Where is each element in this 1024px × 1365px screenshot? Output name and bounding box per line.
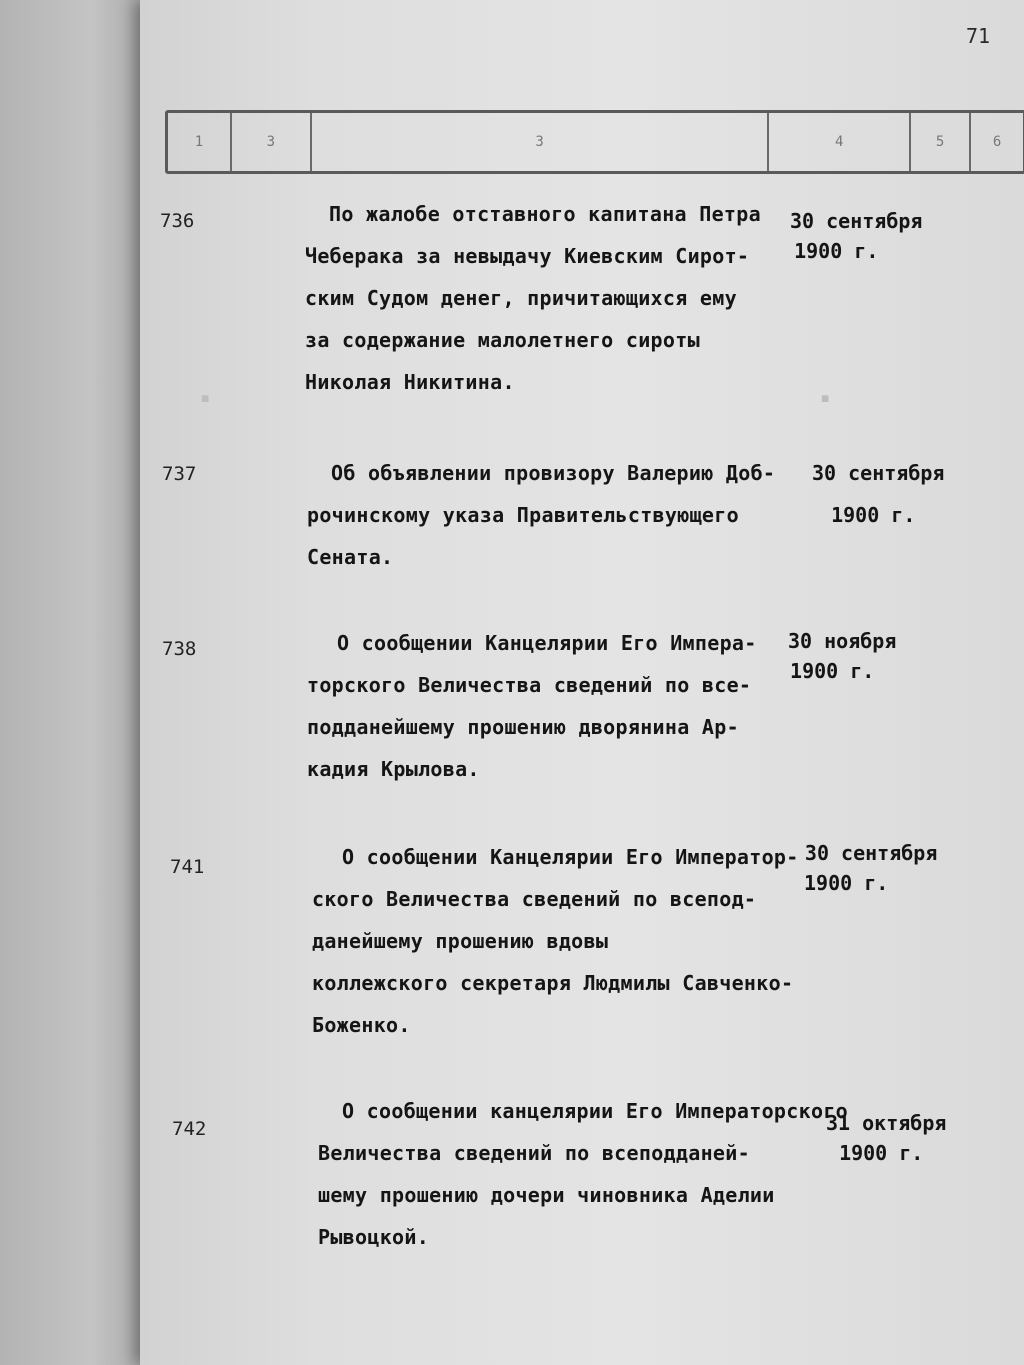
entry-description	[305, 193, 761, 403]
date-year: 1900 г.	[804, 871, 889, 895]
date-day: 30 ноября	[788, 629, 897, 653]
column-2-number: 3	[232, 113, 312, 171]
description-line: Сената.	[307, 545, 394, 569]
date-day: 30 сентября	[812, 461, 945, 485]
description-line: ским Судом денег, причитающихся ему	[305, 286, 737, 310]
entry-number: 737	[162, 463, 197, 485]
date-year: 1900 г.	[831, 503, 916, 527]
description-line: ского Величества сведений по всепод-	[312, 887, 757, 911]
entry-date	[788, 626, 896, 686]
entry-date	[812, 458, 944, 530]
description-line: коллежского секретаря Людмилы Савченко-	[312, 971, 794, 995]
description-line: торского Величества сведений по все-	[307, 673, 752, 697]
date-day: 31 октября	[826, 1111, 947, 1135]
description-line: О сообщении канцелярии Его Императорского	[342, 1099, 848, 1123]
column-4-number: 4	[769, 113, 911, 171]
description-line: По жалобе отставного капитана Петра	[329, 202, 761, 226]
date-year: 1900 г.	[790, 659, 875, 683]
description-line: Рывоцкой.	[318, 1225, 430, 1249]
column-1-number: 1	[168, 113, 232, 171]
description-line: Об объявлении провизору Валерию Доб-	[331, 461, 776, 485]
description-line: рочинскому указа Правительствующего	[307, 503, 739, 527]
description-line: Николая Никитина.	[305, 370, 515, 394]
date-day: 30 сентября	[790, 209, 923, 233]
facing-page	[0, 0, 150, 1365]
entry-date	[826, 1108, 946, 1168]
entry-description	[312, 836, 799, 1046]
entry-description	[307, 622, 757, 790]
description-line: данейшему прошению вдовы	[312, 929, 609, 953]
description-line: Величества сведений по всеподданей-	[318, 1141, 750, 1165]
date-day: 30 сентября	[804, 841, 938, 865]
page-number: 71	[966, 24, 991, 48]
entry-date	[804, 838, 938, 898]
description-line: кадия Крылова.	[307, 757, 480, 781]
description-line: за содержание малолетнего сироты	[305, 328, 700, 352]
description-line: подданейшему прошению дворянина Ар-	[307, 715, 739, 739]
entry-description	[307, 452, 775, 578]
date-year: 1900 г.	[794, 239, 879, 263]
description-line: О сообщении Канцелярии Его Император-	[342, 845, 799, 869]
column-6-number: 6	[992, 134, 1002, 150]
entry-number: 741	[170, 856, 205, 878]
description-line: О сообщении Канцелярии Его Импера-	[337, 631, 757, 655]
entry-description	[318, 1090, 848, 1258]
entry-number: 742	[172, 1118, 207, 1140]
date-year: 1900 г.	[839, 1141, 924, 1165]
column-number-header	[165, 110, 1024, 174]
show-through-mark: ▪	[200, 388, 211, 408]
entry-number: 738	[162, 638, 197, 660]
column-3-number: 3	[312, 113, 769, 171]
column-5-number: 5	[911, 113, 971, 171]
description-line: Боженко.	[312, 1013, 411, 1037]
show-through-mark: ▪	[820, 388, 831, 408]
entry-date	[790, 206, 922, 266]
description-line: шему прошению дочери чиновника Аделии	[318, 1183, 775, 1207]
entry-number: 736	[160, 210, 195, 232]
description-line: Чеберака за невыдачу Киевским Сирот-	[305, 244, 750, 268]
